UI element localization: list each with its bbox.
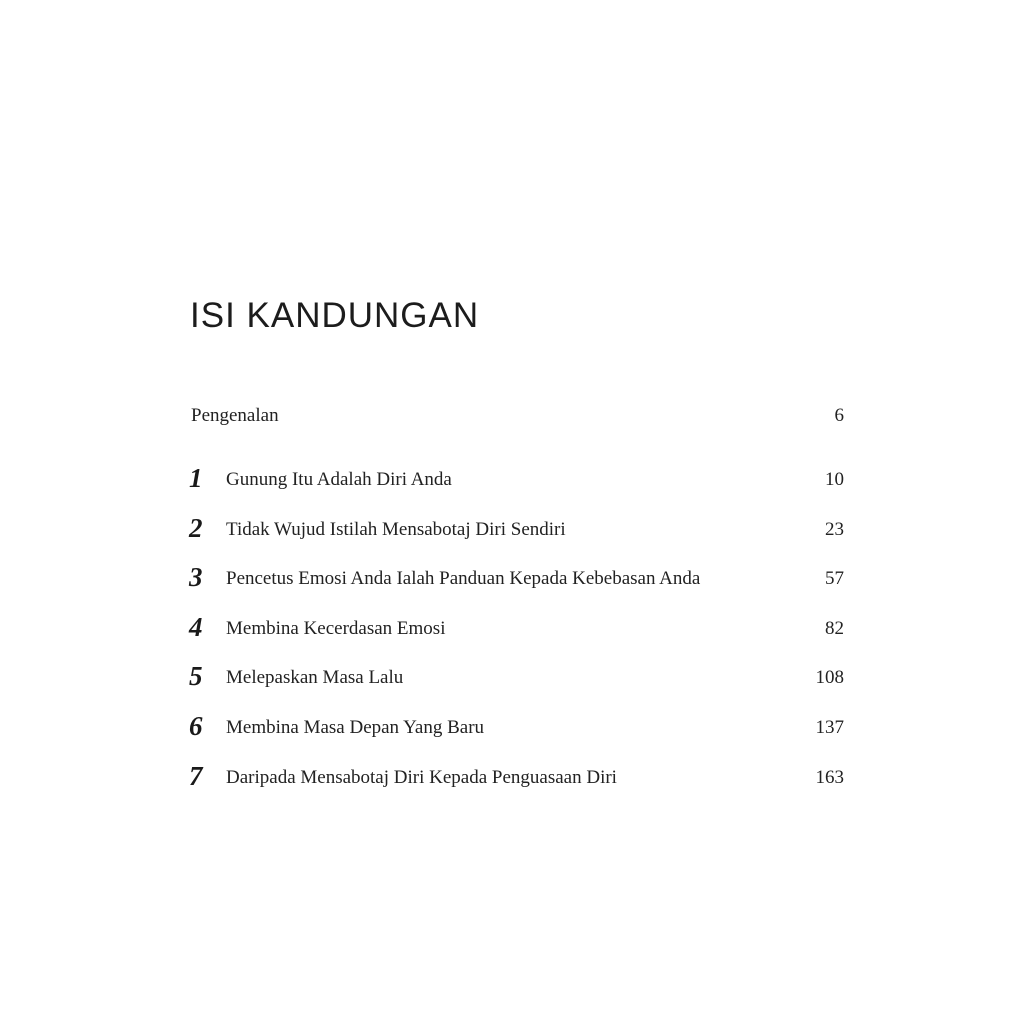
chapter-title: Gunung Itu Adalah Diri Anda	[226, 469, 452, 490]
toc-page-number: 137	[815, 716, 844, 738]
chapter-number: 7	[189, 760, 203, 791]
chapter-number: 1	[189, 463, 203, 493]
toc-entry-chapter-5	[189, 663, 844, 713]
toc-entry-chapter-3	[189, 564, 844, 614]
page-title: ISI KANDUNGAN	[190, 296, 480, 335]
chapter-number: 3	[189, 562, 203, 593]
toc-entry-chapter-2	[189, 512, 844, 565]
toc-page-number: 6	[834, 405, 844, 426]
chapter-title: Membina Kecerdasan Emosi	[226, 617, 446, 639]
toc-entry-chapter-1	[189, 465, 844, 515]
toc-entry-title: Pengenalan	[191, 405, 279, 426]
toc-entry-chapter-7	[189, 760, 844, 813]
toc-page-number: 163	[815, 766, 844, 788]
chapter-title: Melepaskan Masa Lalu	[226, 667, 404, 689]
chapter-number: 6	[189, 710, 203, 741]
toc-page-number: 57	[825, 568, 844, 590]
toc-chapter-list	[189, 465, 844, 812]
chapter-number: 2	[189, 512, 203, 543]
toc-page-number: 23	[825, 518, 844, 540]
toc-entry-chapter-4	[189, 611, 844, 664]
chapter-title: Pencetus Emosi Anda Ialah Panduan Kepada Kebebasan Anda	[226, 568, 701, 590]
toc-page-number: 82	[825, 617, 844, 639]
chapter-title: Membina Masa Depan Yang Baru	[226, 716, 485, 738]
toc-entry-intro	[191, 405, 844, 433]
toc-page-number: 108	[815, 667, 844, 689]
chapter-title: Tidak Wujud Istilah Mensabotaj Diri Sendiri	[226, 518, 566, 540]
toc-entry-chapter-6	[189, 710, 844, 763]
chapter-number: 5	[189, 661, 203, 692]
chapter-title: Daripada Mensabotaj Diri Kepada Penguasaan Diri	[226, 766, 617, 788]
toc-page-number: 10	[825, 469, 844, 490]
chapter-number: 4	[189, 611, 203, 642]
